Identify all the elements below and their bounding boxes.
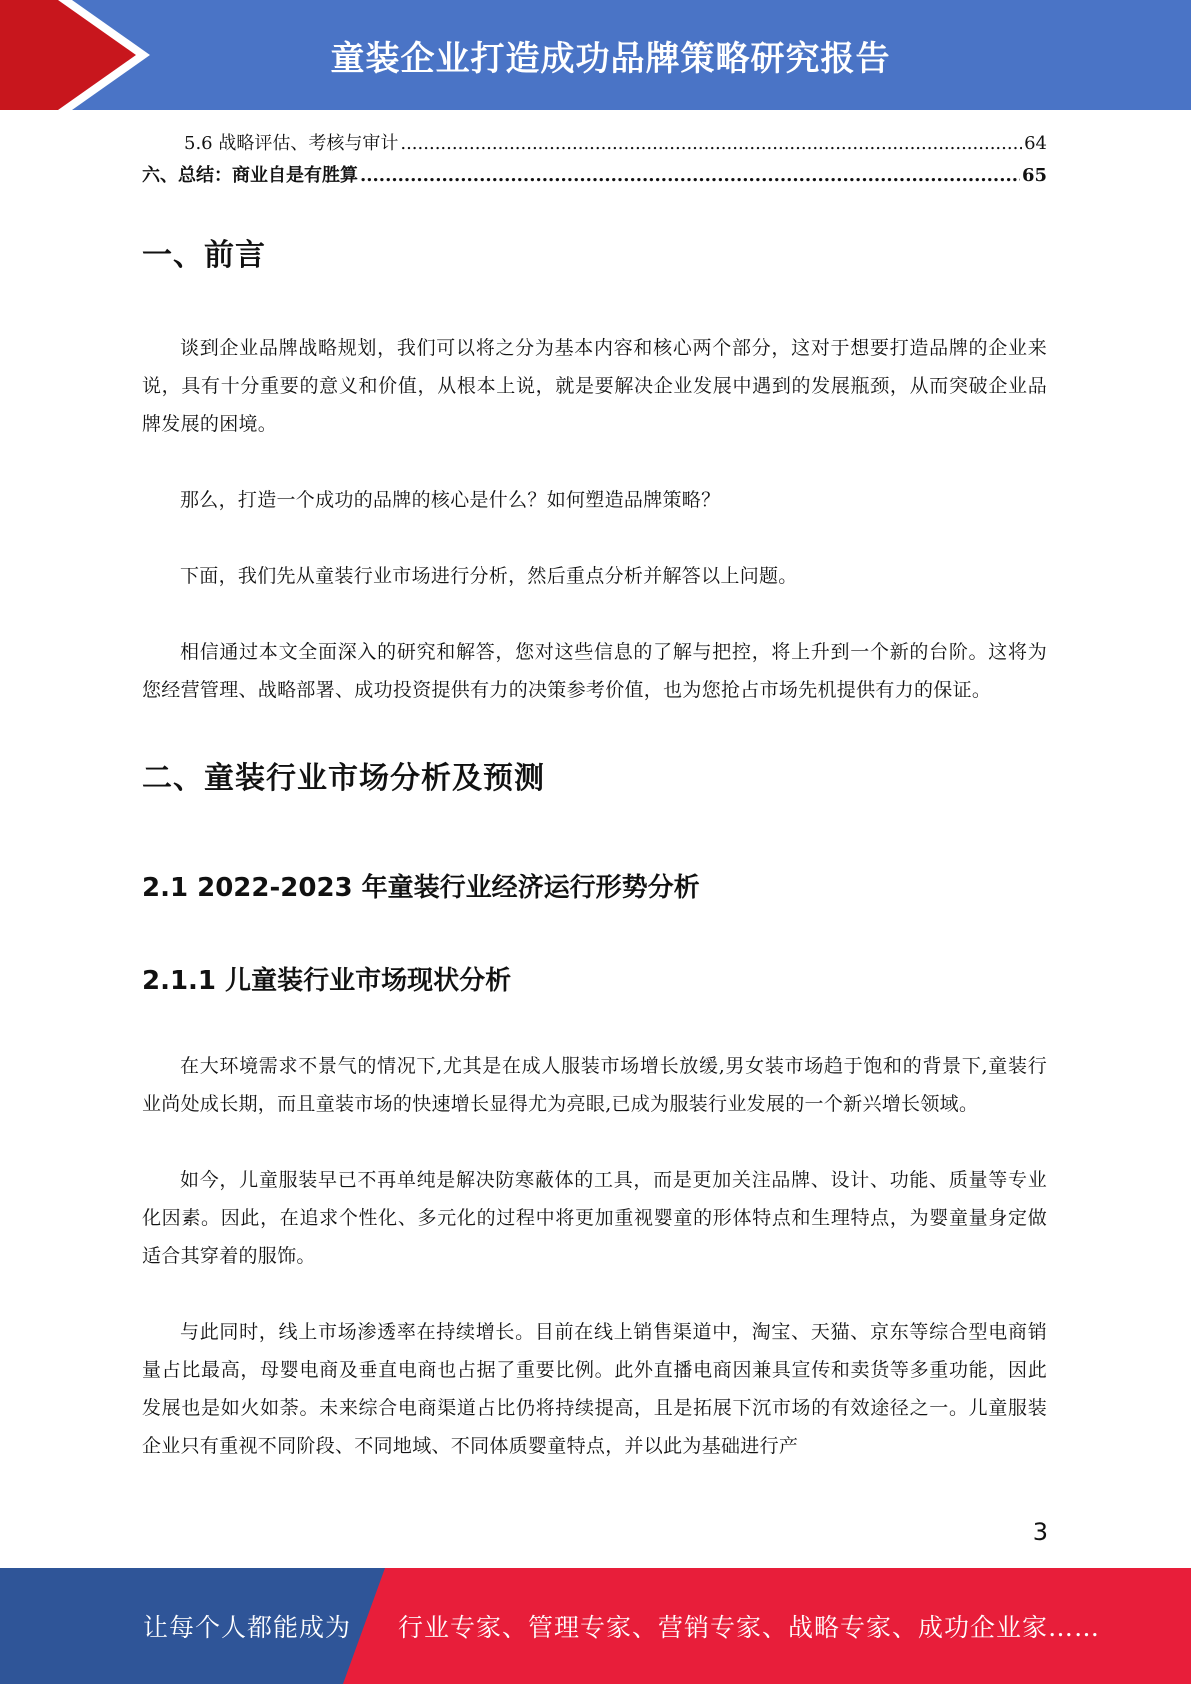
paragraph: 相信通过本文全面深入的研究和解答，您对这些信息的了解与把控，将上升到一个新的台阶。这将为您经营管理、战略部署、成功投资提供有力的决策参考价值，也为您抢占市场先机提供有力的保证。: [142, 641, 1047, 701]
toc-entry-page: 64: [1024, 133, 1047, 154]
footer-banner: [0, 1568, 1191, 1684]
toc-leader-dots: [360, 160, 1020, 192]
toc-entry-label: 5.6 战略评估、考核与审计: [184, 133, 399, 154]
footer-slogan-left: 让每个人都能成为: [143, 1613, 352, 1642]
toc-entry[interactable]: [142, 128, 1047, 160]
paragraph: 谈到企业品牌战略规划，我们可以将之分为基本内容和核心两个部分，这对于想要打造品牌的企业来说，具有十分重要的意义和价值，从根本上说，就是要解决企业发展中遇到的发展瓶颈，从而突破企业品牌发展的困境。: [142, 337, 1047, 435]
footer-slogan-right: 行业专家、管理专家、营销专家、战略专家、成功企业家……: [398, 1613, 1101, 1642]
report-title: 童装企业打造成功品牌策略研究报告: [330, 38, 891, 79]
subsubsection-heading: 2.1.1 儿童装行业市场现状分析: [142, 966, 512, 996]
table-of-contents: [142, 128, 1047, 192]
page-content: [142, 128, 1047, 1465]
toc-entry-page: 65: [1021, 165, 1047, 186]
paragraph: 如今，儿童服装早已不再单纯是解决防寒蔽体的工具，而是更加关注品牌、设计、功能、质量等专业化因素。因此，在追求个性化、多元化的过程中将更加重视婴童的形体特点和生理特点，为婴童量身定做适合其穿着的服饰。: [142, 1169, 1047, 1267]
header-banner: [0, 0, 1191, 110]
toc-entry[interactable]: [142, 160, 1047, 192]
paragraph: 在大环境需求不景气的情况下,尤其是在成人服装市场增长放缓,男女装市场趋于饱和的背景下,童装行业尚处成长期，而且童装市场的快速增长显得尤为亮眼,已成为服装行业发展的一个新兴增长领域。: [142, 1055, 1047, 1115]
paragraph: 那么，打造一个成功的品牌的核心是什么？如何塑造品牌策略？: [180, 489, 721, 511]
page-number: 3: [1032, 1518, 1048, 1546]
toc-entry-label: 六、总结：商业自是有胜算: [142, 165, 358, 186]
paragraph: 与此同时，线上市场渗透率在持续增长。目前在线上销售渠道中，淘宝、天猫、京东等综合型电商销量占比最高，母婴电商及垂直电商也占据了重要比例。此外直播电商因兼具宣传和卖货等多重功能，因此发展也是如火如荼。未来综合电商渠道占比仍将持续提高，且是拓展下沉市场的有效途径之一。儿童服装企业只有重视不同阶段、不同地域、不同体质婴童特点，并以此为基础进行产: [142, 1321, 1047, 1457]
section-heading-market: 二、童装行业市场分析及预测: [142, 761, 545, 796]
section-heading-preface: 一、前言: [142, 238, 266, 273]
subsection-heading: 2.1 2022-2023 年童装行业经济运行形势分析: [142, 873, 700, 903]
toc-leader-dots: [400, 128, 1022, 160]
paragraph: 下面，我们先从童装行业市场进行分析，然后重点分析并解答以上问题。: [180, 565, 798, 587]
